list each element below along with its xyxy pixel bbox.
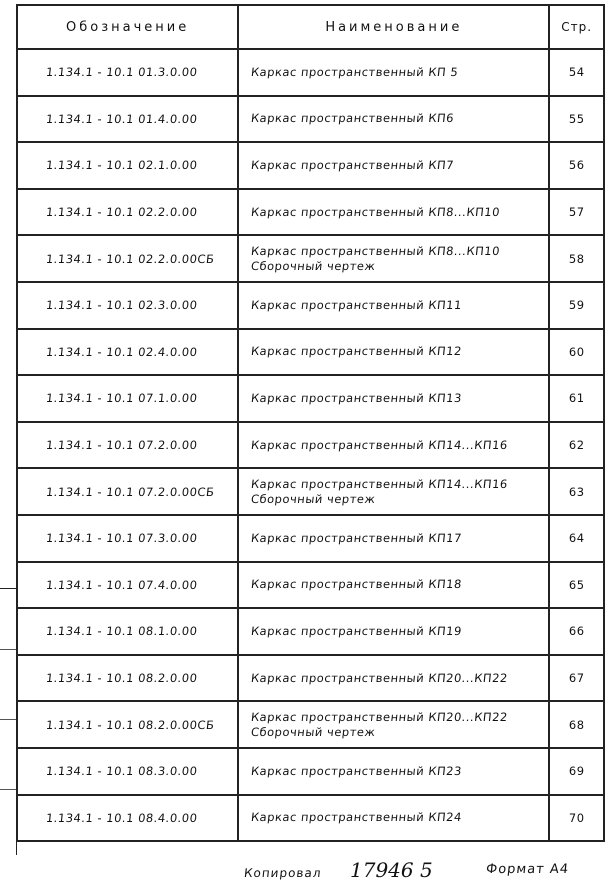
header-page: Стр. (549, 5, 604, 49)
designation-cell (17, 562, 238, 609)
page-cell (549, 562, 604, 609)
table-row (17, 189, 604, 236)
name-text: Каркас пространственный КП24 (250, 810, 463, 825)
name-cell (238, 701, 549, 748)
table-row (17, 235, 604, 282)
format-label: Формат А4 (485, 862, 570, 877)
name-cell (238, 375, 549, 422)
designation-text: 1.134.1 - 10.1 07.2.0.00 (45, 438, 199, 453)
side-stamp-box (0, 588, 17, 855)
designation-cell (17, 422, 238, 469)
designation-text: 1.134.1 - 10.1 02.4.0.00 (45, 344, 199, 359)
designation-text: 1.134.1 - 10.1 07.4.0.00 (45, 577, 199, 592)
name-text: Каркас пространственный КП13 (250, 390, 463, 405)
designation-text: 1.134.1 - 10.1 07.3.0.00 (45, 531, 199, 546)
designation-text: 1.134.1 - 10.1 08.4.0.00 (45, 810, 199, 825)
copied-label: Копировал (243, 866, 323, 880)
table-row (17, 96, 604, 143)
page-number: 69 (568, 764, 585, 779)
name-cell (238, 422, 549, 469)
name-cell (238, 49, 549, 96)
name-text: Каркас пространственный КП6 (250, 111, 456, 126)
designation-text: 1.134.1 - 10.1 08.3.0.00 (45, 764, 199, 779)
name-cell (238, 282, 549, 329)
page-cell (549, 282, 604, 329)
name-subtext: Сборочный чертеж (250, 258, 377, 273)
page-number: 55 (568, 111, 585, 126)
name-text: Каркас пространственный КП19 (250, 623, 463, 638)
designation-cell (17, 795, 238, 842)
designation-cell (17, 329, 238, 376)
name-text: Каркас пространственный КП11 (250, 297, 463, 312)
name-cell (238, 142, 549, 189)
header-name: Наименование (238, 5, 549, 49)
designation-cell (17, 701, 238, 748)
side-stamp-divider (0, 649, 16, 650)
table-row (17, 748, 604, 795)
page-cell (549, 375, 604, 422)
table-row (17, 49, 604, 96)
page-cell (549, 49, 604, 96)
name-text: Каркас пространственный КП23 (250, 763, 463, 778)
page-number: 56 (568, 158, 585, 173)
document-number: 17946 (350, 858, 414, 882)
page-number: 62 (568, 438, 585, 453)
designation-cell (17, 468, 238, 515)
name-text: Каркас пространственный КП7 (250, 157, 456, 172)
name-cell (238, 235, 549, 282)
sheet-number: 5 (420, 858, 433, 882)
page-number: 70 (568, 810, 585, 825)
name-cell (238, 655, 549, 702)
page-cell (549, 608, 604, 655)
table-row (17, 329, 604, 376)
designation-text: 1.134.1 - 10.1 01.4.0.00 (45, 111, 199, 126)
page-number: 58 (568, 251, 585, 266)
designation-text: 1.134.1 - 10.1 02.1.0.00 (45, 158, 199, 173)
page-number: 66 (568, 624, 585, 639)
designation-cell (17, 189, 238, 236)
table-row (17, 468, 604, 515)
page-cell (549, 235, 604, 282)
designation-cell (17, 235, 238, 282)
designation-cell (17, 608, 238, 655)
name-cell (238, 562, 549, 609)
table-row (17, 282, 604, 329)
page-cell (549, 189, 604, 236)
name-cell (238, 96, 549, 143)
specification-table (16, 4, 605, 842)
page-cell (549, 655, 604, 702)
name-text: Каркас пространственный КП8...КП10 (250, 204, 501, 219)
designation-cell (17, 515, 238, 562)
page-cell (549, 795, 604, 842)
table-row (17, 375, 604, 422)
side-stamp-divider (0, 719, 16, 720)
name-cell (238, 795, 549, 842)
designation-cell (17, 375, 238, 422)
name-subtext: Сборочный чертеж (250, 491, 377, 506)
table-row (17, 795, 604, 842)
table-row (17, 422, 604, 469)
side-stamp-divider (0, 789, 16, 790)
name-text: Каркас пространственный КП8...КП10 (250, 243, 501, 258)
page-cell (549, 422, 604, 469)
designation-text: 1.134.1 - 10.1 07.2.0.00СБ (45, 484, 216, 499)
designation-cell (17, 96, 238, 143)
name-cell (238, 515, 549, 562)
name-text: Каркас пространственный КП18 (250, 577, 463, 592)
page-number: 60 (568, 344, 585, 359)
table-row (17, 608, 604, 655)
name-text: Каркас пространственный КП20...КП22 (250, 670, 509, 685)
page-number: 59 (568, 298, 585, 313)
designation-text: 1.134.1 - 10.1 01.3.0.00 (45, 65, 199, 80)
header-designation: Обозначение (17, 5, 238, 49)
designation-text: 1.134.1 - 10.1 02.2.0.00 (45, 205, 199, 220)
table-header-row (17, 5, 604, 49)
page-number: 67 (568, 671, 585, 686)
designation-cell (17, 49, 238, 96)
page-cell (549, 96, 604, 143)
table-row (17, 142, 604, 189)
name-text: Каркас пространственный КП14...КП16 (250, 437, 509, 452)
name-cell (238, 608, 549, 655)
designation-cell (17, 748, 238, 795)
designation-text: 1.134.1 - 10.1 02.3.0.00 (45, 298, 199, 313)
name-cell (238, 748, 549, 795)
name-text: Каркас пространственный КП 5 (250, 64, 460, 79)
name-cell (238, 189, 549, 236)
name-subtext: Сборочный чертеж (250, 724, 377, 739)
page-cell (549, 329, 604, 376)
designation-text: 1.134.1 - 10.1 08.1.0.00 (45, 624, 199, 639)
table-row (17, 562, 604, 609)
page-number: 54 (568, 65, 585, 80)
name-cell (238, 468, 549, 515)
designation-cell (17, 655, 238, 702)
footer (0, 856, 614, 884)
name-text: Каркас пространственный КП20...КП22 (250, 709, 509, 724)
name-text: Каркас пространственный КП12 (250, 344, 463, 359)
table-row (17, 701, 604, 748)
designation-text: 1.134.1 - 10.1 02.2.0.00СБ (45, 251, 216, 266)
table-row (17, 655, 604, 702)
designation-cell (17, 282, 238, 329)
page-number: 63 (568, 484, 585, 499)
page-cell (549, 142, 604, 189)
page-number: 65 (568, 577, 585, 592)
page-number: 64 (568, 531, 585, 546)
page-number: 68 (568, 717, 585, 732)
designation-cell (17, 142, 238, 189)
name-text: Каркас пространственный КП17 (250, 530, 463, 545)
page-cell (549, 468, 604, 515)
page-cell (549, 748, 604, 795)
page-cell (549, 701, 604, 748)
table-row (17, 515, 604, 562)
designation-text: 1.134.1 - 10.1 08.2.0.00СБ (45, 717, 216, 732)
designation-text: 1.134.1 - 10.1 08.2.0.00 (45, 671, 199, 686)
designation-text: 1.134.1 - 10.1 07.1.0.00 (45, 391, 199, 406)
name-text: Каркас пространственный КП14...КП16 (250, 476, 509, 491)
page-cell (549, 515, 604, 562)
page-number: 61 (568, 391, 585, 406)
name-cell (238, 329, 549, 376)
page-number: 57 (568, 205, 585, 220)
